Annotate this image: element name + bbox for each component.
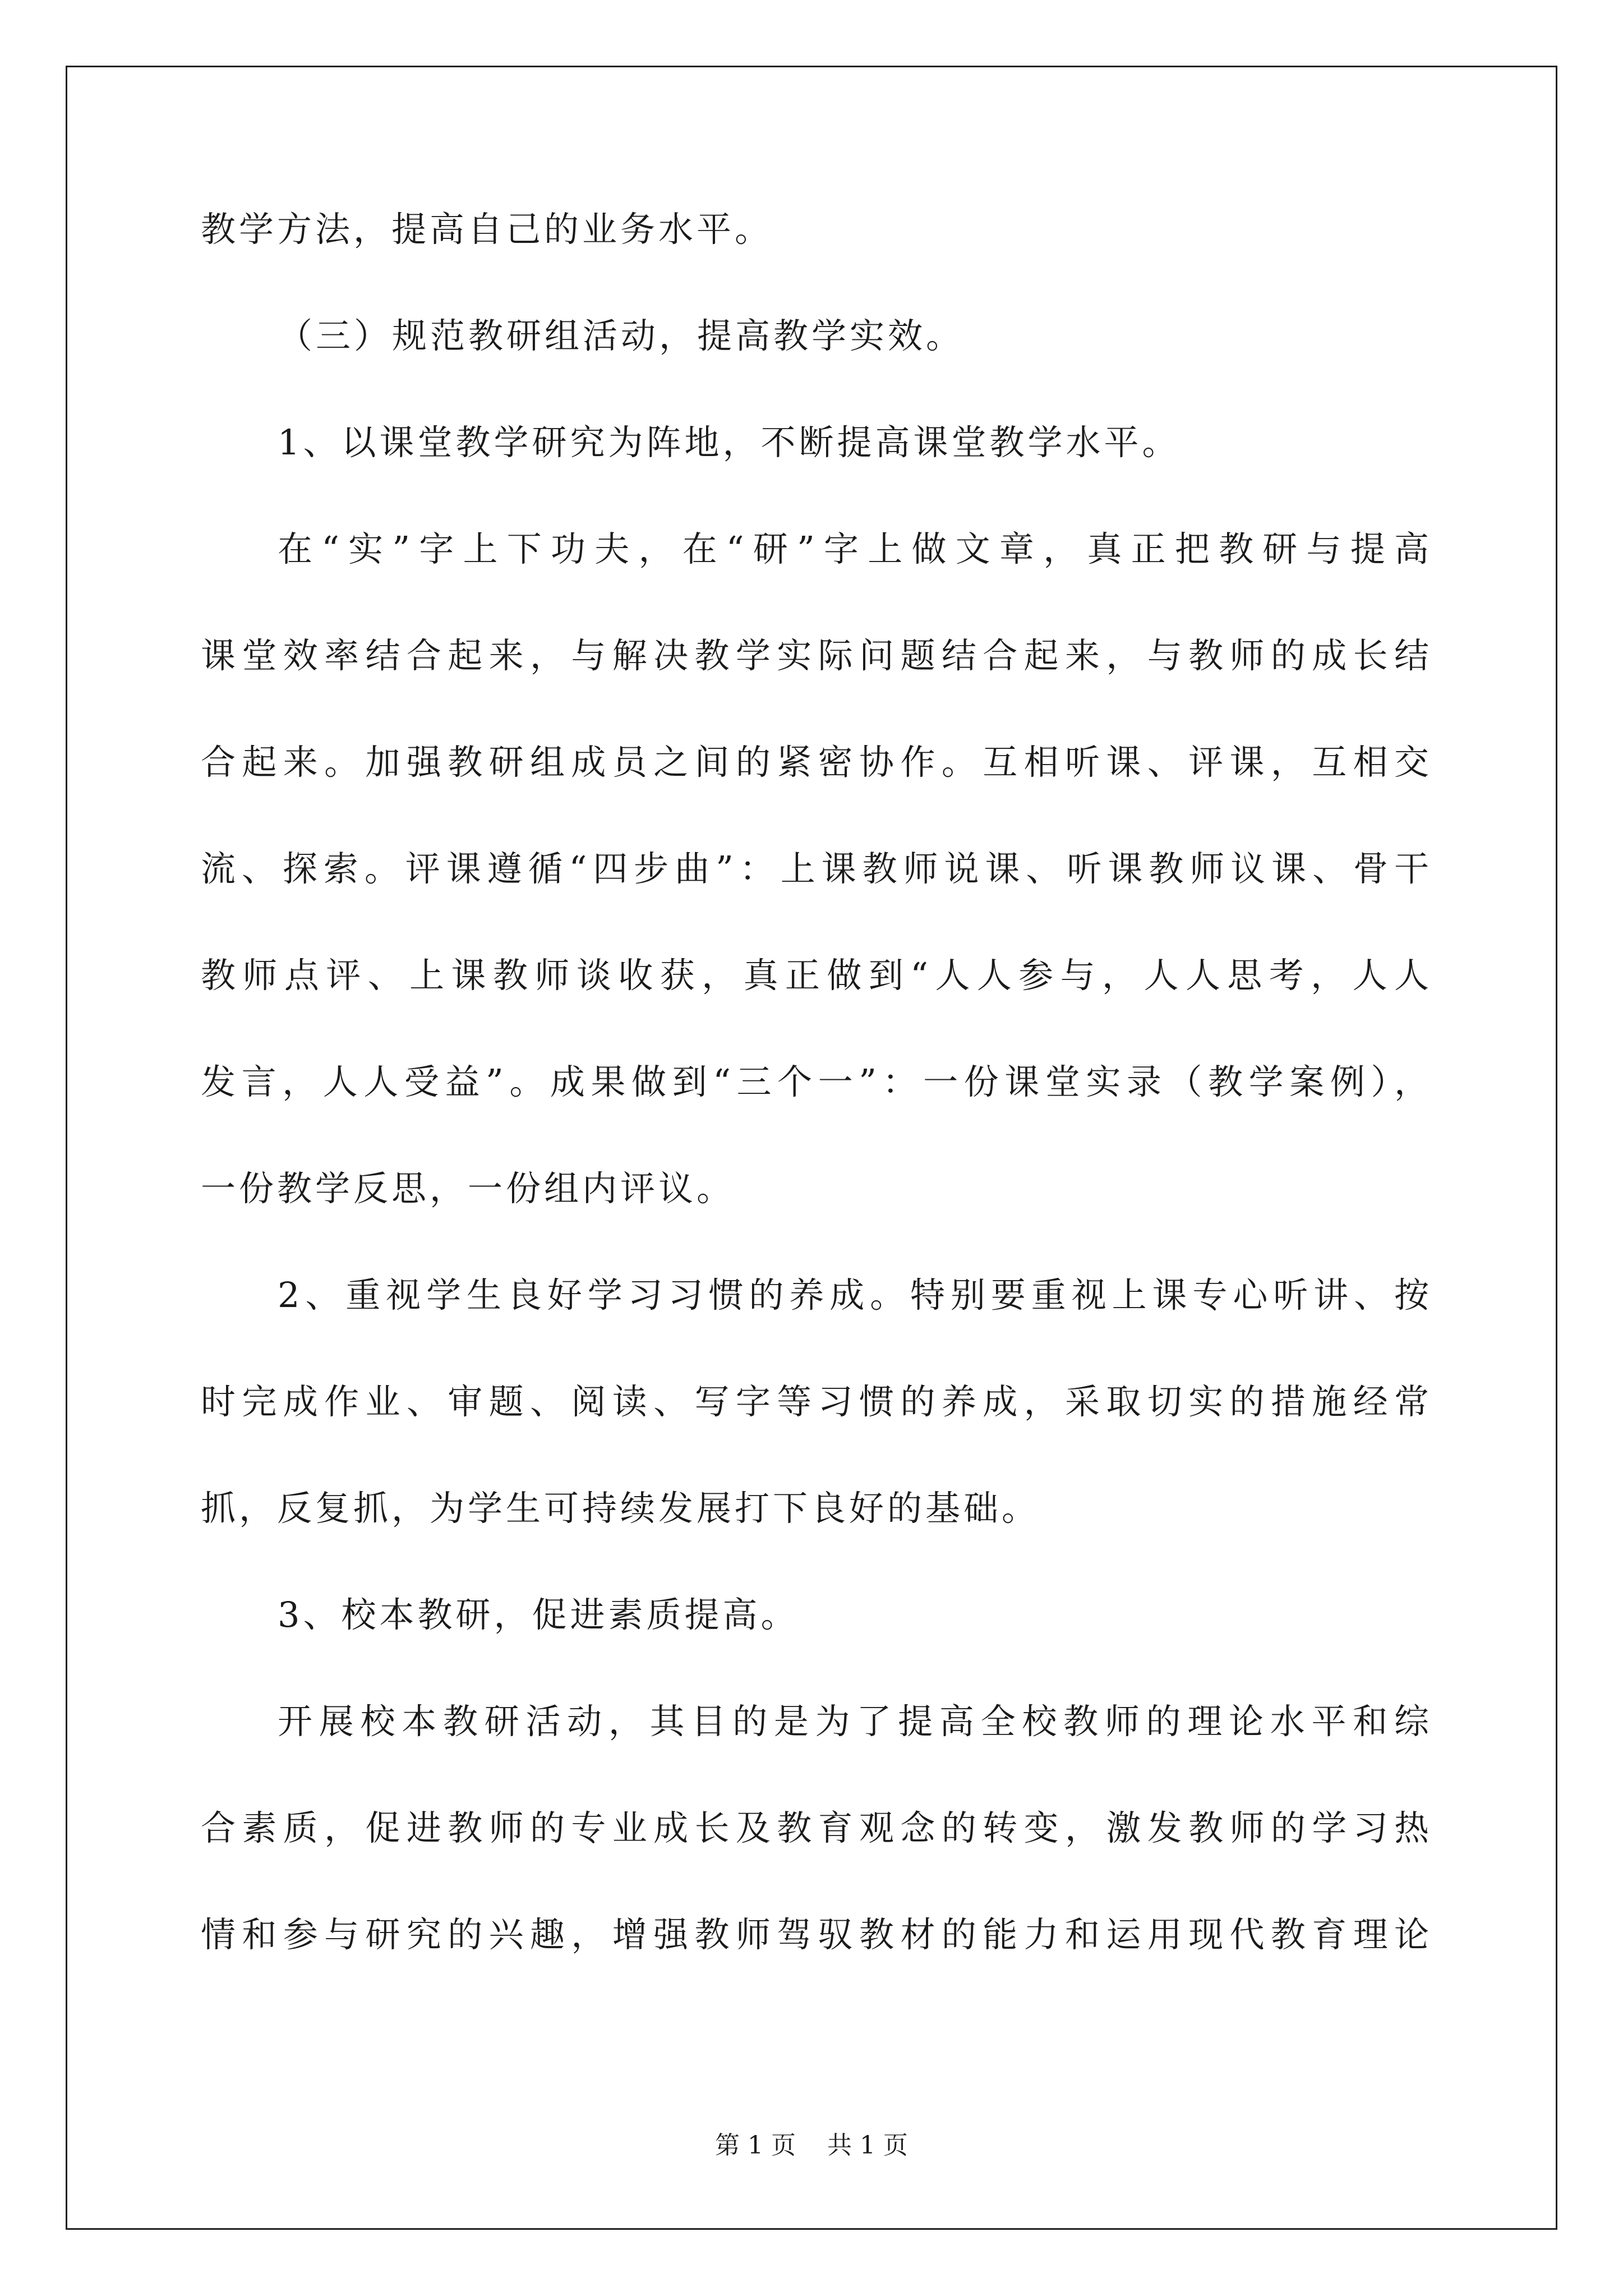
- text-line: 流、探索。评课遵循“四步曲”：上课教师说课、听课教师议课、骨干: [201, 848, 1429, 889]
- text-line: 抓，反复抓，为学生可持续发展打下良好的基础。: [201, 1488, 1040, 1529]
- text-line: 发言，人人受益”。成果做到“三个一”：一份课堂实录（教学案例），: [201, 1061, 1429, 1102]
- text-line: 开展校本教研活动，其目的是为了提高全校教师的理论水平和综: [278, 1701, 1429, 1742]
- text-line: 在“实”字上下功夫，在“研”字上做文章，真正把教研与提高: [278, 528, 1429, 569]
- text-line: 时完成作业、审题、阅读、写字等习惯的养成，采取切实的措施经常: [201, 1381, 1429, 1422]
- text-line: 情和参与研究的兴趣，增强教师驾驭教材的能力和运用现代教育理论: [201, 1914, 1429, 1955]
- item-heading: 1、以课堂教学研究为阵地，不断提高课堂教学水平。: [278, 422, 1181, 463]
- text-line: 一份教学反思，一份组内评议。: [201, 1168, 735, 1209]
- document-body: [201, 209, 1429, 2024]
- page-number-footer: 第 1 页 共 1 页: [715, 2131, 908, 2160]
- section-heading: （三）规范教研组活动，提高教学实效。: [278, 315, 965, 356]
- text-line: 合素质，促进教师的专业成长及教育观念的转变，激发教师的学习热: [201, 1807, 1429, 1848]
- text-line: 教师点评、上课教师谈收获，真正做到“人人参与，人人思考，人人: [201, 955, 1429, 996]
- item-paragraph-start: 2、重视学生良好学习习惯的养成。特别要重视上课专心听讲、按: [278, 1274, 1429, 1315]
- text-line: 教学方法，提高自己的业务水平。: [201, 209, 773, 250]
- text-line: 合起来。加强教研组成员之间的紧密协作。互相听课、评课，互相交: [201, 742, 1429, 783]
- text-line: 课堂效率结合起来，与解决教学实际问题结合起来，与教师的成长结: [201, 635, 1429, 676]
- item-heading: 3、校本教研，促进素质提高。: [278, 1594, 799, 1635]
